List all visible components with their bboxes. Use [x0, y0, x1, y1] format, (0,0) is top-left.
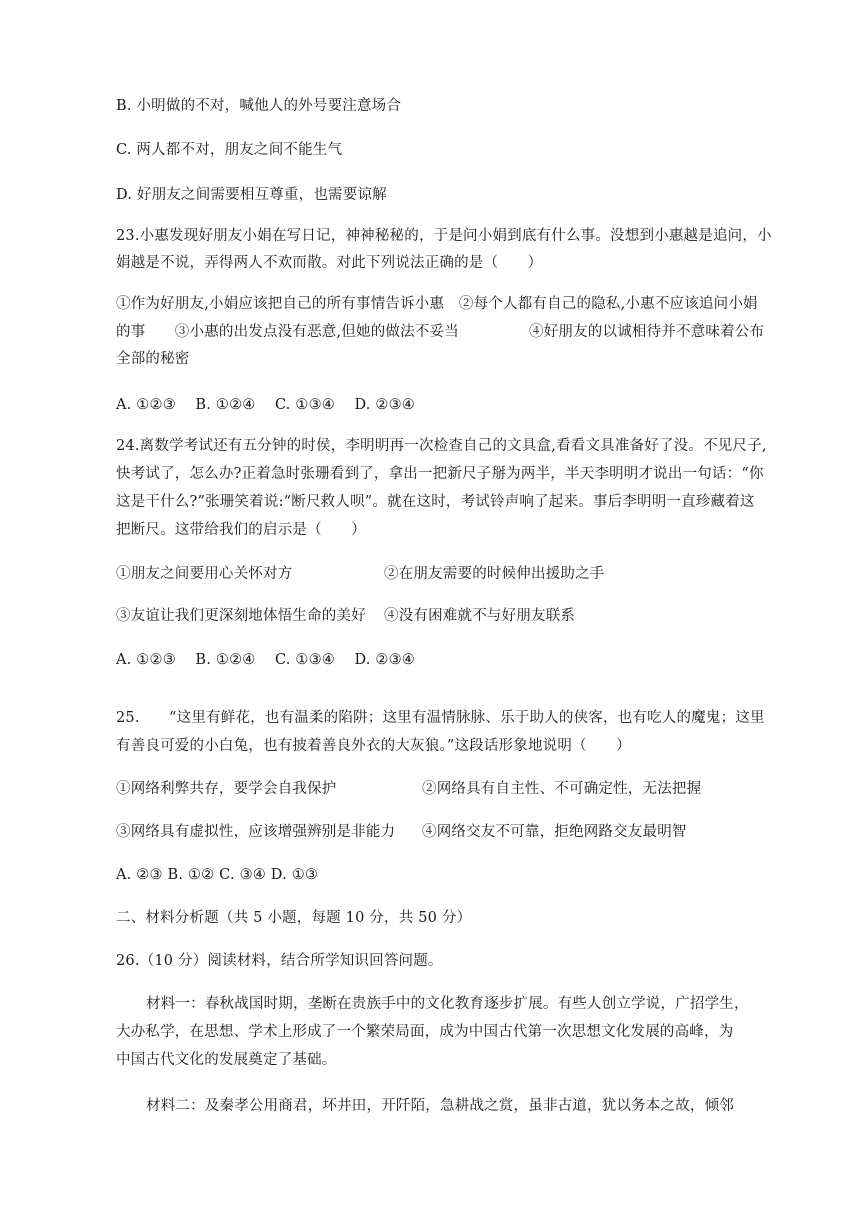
q26-material-1-line-3: 中国古代文化的发展奠定了基础。 [116, 1052, 337, 1068]
q26-stem: 26.（10 分）阅读材料，结合所学知识回答问题。 [116, 953, 443, 969]
q25-statement-2: ②网络具有自主性、不可确定性，无法把握 [422, 781, 702, 797]
q22-option-b: B. 小明做的不对，喊他人的外号要注意场合 [116, 98, 402, 114]
q23-stem-line-1: 23.小惠发现好朋友小娟在写日记，神神秘秘的，于是问小娟到底有什么事。没想到小惠越是追问，小 [116, 228, 772, 244]
q23-statement-line-1: ①作为好朋友,小娟应该把自己的所有事情告诉小惠 ②每个人都有自己的隐私,小惠不应该追问小娟 [116, 296, 758, 312]
q23-stem-line-2: 娟越是不说，弄得两人不欢而散。对此下列说法正确的是（ ） [116, 255, 543, 271]
q25-answer-options: A. ②③ B. ①② C. ③④ D. ①③ [116, 867, 319, 883]
q24-statement-3: ③友谊让我们更深刻地体悟生命的美好 [116, 608, 366, 624]
q24-statement-4: ④没有困难就不与好朋友联系 [384, 608, 576, 624]
q24-statement-1: ①朋友之间要用心关怀对方 [116, 566, 293, 582]
q24-stem-line-3: 这是干什么?”张珊笑着说:“断尺救人呗”。就在这时，考试铃声响了起来。事后李明明一直珍藏着这 [116, 494, 755, 510]
q23-statement-line-2 [116, 322, 788, 342]
q25-statements-row-1 [116, 779, 788, 799]
q22-option-c: C. 两人都不对，朋友之间不能生气 [116, 142, 343, 158]
q23-statement-line-3: 全部的秘密 [116, 351, 190, 367]
q25-stem-line-2: 有善良可爱的小白兔，也有披着善良外衣的大灰狼。”这段话形象地说明（ ） [116, 738, 631, 754]
q24-statements-row-1 [116, 564, 788, 584]
q23-statement-2b: ④好朋友的以诚相待并不意味着公布 [529, 324, 765, 340]
q25-statement-4: ④网络交友不可靠，拒绝网路交友最明智 [422, 824, 687, 840]
section-2-heading: 二、材料分析题（共 5 小题，每题 10 分，共 50 分） [116, 910, 472, 926]
q26-material-2-line-1: 材料二：及秦孝公用商君，坏井田，开阡陌，急耕战之赏，虽非古道，犹以务本之故，倾邻 [146, 1098, 734, 1114]
q24-statements-row-2 [116, 606, 788, 626]
q24-stem-line-1: 24.离数学考试还有五分钟的时侯，李明明再一次检查自己的文具盒,看看文具准备好了没。不见尺子, [116, 438, 767, 454]
q26-material-1-line-2: 大办私学，在思想、学术上形成了一个繁荣局面，成为中国古代第一次思想文化发展的高峰，为 [116, 1024, 734, 1040]
q23-statement-2a: 的事 ③小惠的出发点没有恶意,但她的做法不妥当 [116, 324, 459, 340]
q25-statement-3: ③网络具有虚拟性，应该增强辨别是非能力 [116, 824, 396, 840]
q24-answer-options: A. ①②③ B. ①②④ C. ①③④ D. ②③④ [116, 652, 416, 668]
q25-statements-row-2 [116, 822, 788, 842]
q23-answer-options: A. ①②③ B. ①②④ C. ①③④ D. ②③④ [116, 397, 416, 413]
q26-material-1-line-1: 材料一：春秋战国时期，垄断在贵族手中的文化教育逐步扩展。有些人创立学说，广招学生， [146, 996, 749, 1012]
q22-option-d: D. 好朋友之间需要相互尊重，也需要谅解 [116, 187, 387, 203]
q24-stem-line-4: 把断尺。这带给我们的启示是（ ） [116, 522, 366, 538]
q24-statement-2: ②在朋友需要的时候伸出援助之手 [384, 566, 605, 582]
q25-statement-1: ①网络利弊共存，要学会自我保护 [116, 781, 337, 797]
q24-stem-line-2: 快考试了，怎么办?正着急时张珊看到了，拿出一把新尺子掰为两半，半天李明明才说出一句话：“你 [116, 466, 764, 482]
q25-stem-line-1: 25. “这里有鲜花，也有温柔的陷阱；这里有温情脉脉、乐于助人的侠客，也有吃人的魔鬼；这里 [116, 710, 765, 726]
